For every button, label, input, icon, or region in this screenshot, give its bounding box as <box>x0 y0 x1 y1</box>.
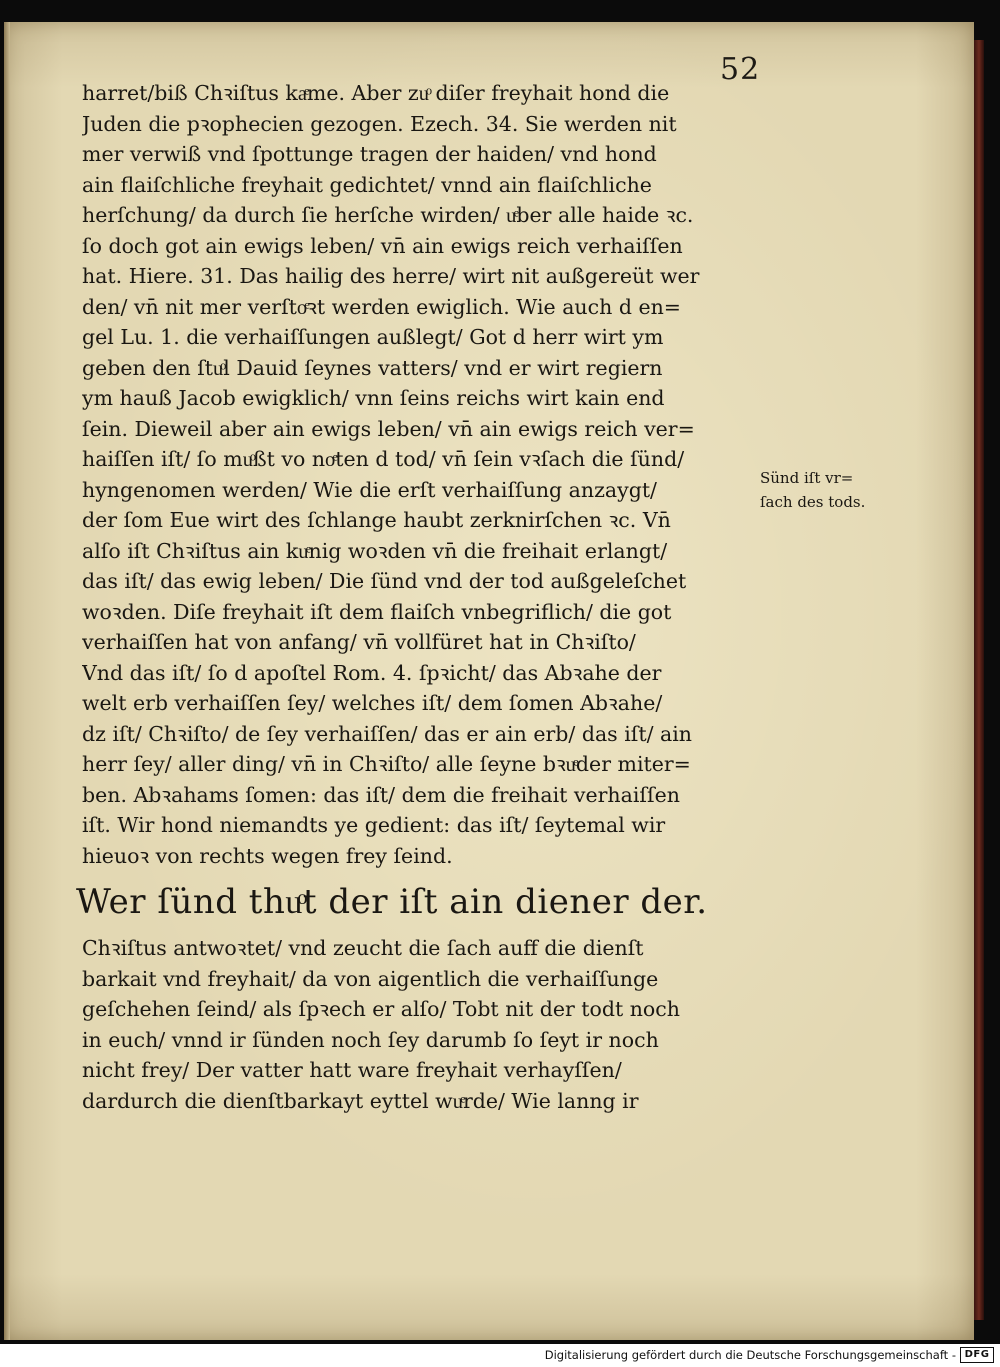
text-line: herſchung/ da durch ſie herſche wirden/ uͤber alle haide ꝛc. <box>82 203 694 227</box>
body-text <box>76 78 772 1116</box>
text-line: geben den ſtuͦl Dauid ſeynes vatters/ vnd er wirt regiern <box>82 355 663 380</box>
margin-note-line: ſach des tods. <box>760 493 866 511</box>
page-left-edge <box>4 22 10 1340</box>
text-line: ben. Abꝛahams ſomen: das iſt/ dem die freihait verhaiſſen <box>82 782 680 807</box>
text-line: Chꝛiſtus antwoꝛtet/ vnd zeucht die ſach auff die dienſt <box>82 936 644 960</box>
text-line: nicht frey/ Der vatter hatt ware freyhait verhayſſen/ <box>82 1058 622 1082</box>
text-line: verhaiſſen hat von anfang/ vn̄ vollfüret hat in Chꝛiſto/ <box>82 630 636 654</box>
text-line: hieuoꝛ von rechts wegen frey ſeind. <box>82 843 453 868</box>
text-line: barkait vnd freyhait/ da von aigentlich die verhaiſſunge <box>82 966 659 991</box>
text-line: alſo iſt Chꝛiſtus ain kuͤnig woꝛden vn̄ die freihait erlangt/ <box>82 538 668 563</box>
margin-note-line: Sünd iſt vr= <box>760 469 854 487</box>
text-line: welt erb verhaiſſen ſey/ welches iſt/ dem ſomen Abꝛahe/ <box>82 691 663 715</box>
text-line: gel Lu. 1. die verhaiſſungen außlegt/ Got d herr wirt ym <box>82 325 664 349</box>
text-line: dardurch die dienſtbarkayt eyttel wuͤrde/ Wie lanng ir <box>82 1088 639 1113</box>
footer-bar <box>0 1344 1000 1367</box>
text-line: dz iſt/ Chꝛiſto/ de ſey verhaiſſen/ das er ain erb/ das iſt/ ain <box>82 721 692 746</box>
text-line: der ſom Eue wirt des ſchlange haubt zerknirſchen ꝛc. Vn̄ <box>82 508 671 532</box>
text-line: herr ſey/ aller ding/ vn̄ in Chꝛiſto/ alle ſeyne bꝛuͤder miter= <box>82 752 691 776</box>
text-line: haiſſen iſt/ ſo muͦßt vo noͤten d tod/ vn̄ ſein vꝛſach die ſünd/ <box>82 447 685 471</box>
text-line: ym hauß Jacob ewigklich/ vnn ſeins reichs wirt kain end <box>82 386 665 410</box>
text-line: woꝛden. Diſe freyhait iſt dem flaiſch vnbegriflich/ die got <box>82 599 672 624</box>
text-line: den/ vn̄ nit mer verſtoͤꝛt werden ewiglich. Wie auch d en= <box>82 294 681 319</box>
text-line: Juden die pꝛophecien gezogen. Ezech. 34. Sie werden nit <box>82 111 677 136</box>
dfg-logo: DFG <box>960 1347 994 1363</box>
text-line: hyngenomen werden/ Wie die erſt verhaiſſung anzaygt/ <box>82 477 657 502</box>
text-line: iſt. Wir hond niemandts ye gedient: das iſt/ ſeytemal wir <box>82 813 666 837</box>
text-line: harret/biß Chꝛiſtus kaͤme. Aber zuͦ diſer freyhait hond die <box>82 81 670 105</box>
text-line: ain flaiſchliche freyhait gedichtet/ vnnd ain flaiſchliche <box>82 172 652 197</box>
page-number: 52 <box>720 52 761 87</box>
text-line: mer verwiß vnd ſpottunge tragen der haiden/ vnd hond <box>82 142 657 166</box>
text-line: geſchehen ſeind/ als ſpꝛech er alſo/ Tobt nit der todt noch <box>82 997 680 1021</box>
book-spine-edge <box>974 40 984 1320</box>
text-line: ſo doch got ain ewigs leben/ vn̄ ain ewigs reich verhaiſſen <box>82 233 683 258</box>
text-line: ſein. Dieweil aber ain ewigs leben/ vn̄ ain ewigs reich ver= <box>82 416 695 441</box>
text-line: Vnd das iſt/ ſo d apoſtel Rom. 4. ſpꝛicht/ das Abꝛahe der <box>82 660 662 685</box>
text-line: in euch/ vnnd ir ſünden noch ſey darumb ſo ſeyt ir noch <box>82 1027 659 1052</box>
text-line: hat. Hiere. 31. Das hailig des herre/ wirt nit außgereüt wer <box>82 264 700 288</box>
section-heading: Wer ſünd thuͦt der iſt ain diener der. <box>76 882 708 922</box>
margin-note <box>760 466 910 514</box>
funding-credit: Digitalisierung gefördert durch die Deutsche Forschungsgemeinschaft - <box>544 1348 956 1362</box>
text-line: das iſt/ das ewig leben/ Die ſünd vnd der tod außgeleſchet <box>82 569 687 593</box>
